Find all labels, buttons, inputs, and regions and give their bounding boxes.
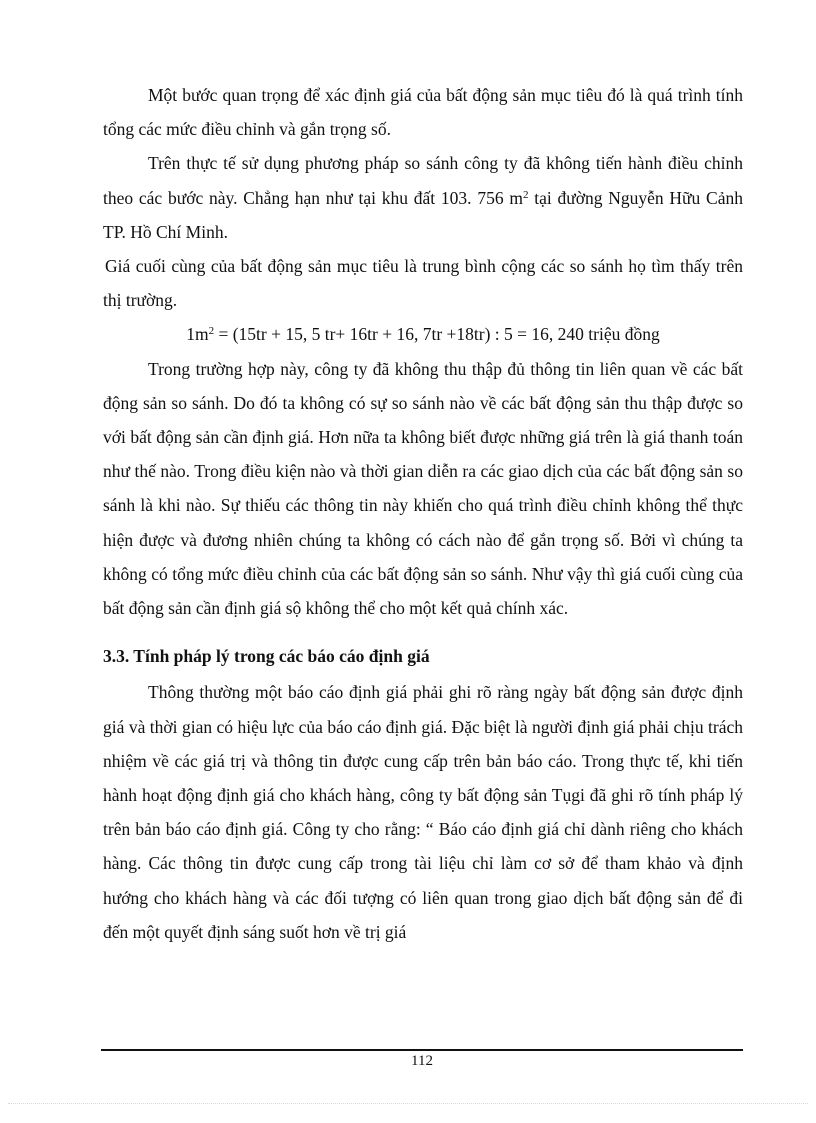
paragraph-missing-info: Trong trường hợp này, công ty đã không thu thập đủ thông tin liên quan về các bất động sản so sánh. Do đó ta không có sự so sánh nào về các bất động sản thu thập được so với bất động sản cần định giá. Hơn nữa ta không biết được những giá trên là giá thanh toán như thế nào. Trong điều kiện nào và thời gian diễn ra các giao dịch của các bất động sản so sánh là khi nào. Sự thiếu các thông tin này khiến cho quá trình điều chỉnh không thể thực hiện được và đương nhiên chúng ta không có cách nào để gắn trọng số. Bởi vì chúng ta không có tổng mức điều chỉnh của các bất động sản so sánh. Như vậy thì giá cuối cùng của bất động sản cần định giá sộ không thể cho một kết quả chính xác.	[103, 358, 743, 619]
formula-body: = (15tr + 15, 5 tr+ 16tr + 16, 7tr +18tr) : 5 = 16, 240 triệu đồng	[214, 324, 660, 345]
paragraph-text: Trên thực tế sử dụng phương pháp so sánh công ty đã không tiến hành điều chỉnh theo các bước này. Chẳng hạn như tại khu đất 103. 756 m	[103, 153, 743, 208]
page-number: 112	[411, 1053, 433, 1069]
paragraph-text: tại đường Nguyễn Hữu Cảnh TP. Hồ Chí Minh.	[103, 187, 743, 242]
page-body	[103, 78, 743, 949]
superscript-2: 2	[522, 188, 529, 201]
paragraph-final-price: Giá cuối cùng của bất động sản mục tiêu là trung bình cộng các so sánh họ tìm thấy trên thị trường.	[103, 256, 743, 311]
price-formula	[103, 317, 743, 351]
formula-prefix: 1m	[186, 324, 209, 345]
section-heading: 3.3. Tính pháp lý trong các báo cáo định giá	[103, 646, 430, 667]
paragraph-no-adjustment	[103, 146, 743, 249]
paragraph-legal: Thông thường một báo cáo định giá phải ghi rõ ràng ngày bất động sản được định giá và thời gian có hiệu lực của báo cáo định giá. Đặc biệt là người định giá phải chịu trách nhiệm về các giá trị và thông tin được cung cấp trên bản báo cáo. Trong thực tế, khi tiến hành hoạt động định giá cho khách hàng, công ty bất động sản Tụgi đã ghi rõ tính pháp lý trên bản báo cáo định giá. Công ty cho rằng: “ Báo cáo định giá chỉ dành riêng cho khách hàng. Các thông tin được cung cấp trong tài liệu chỉ làm cơ sở để tham khảo và định hướng cho khách hàng và các đối tượng có liên quan trong giao dịch bất động sản để đi đến một quyết định sáng suốt hơn về trị giá	[103, 682, 743, 942]
formula-exponent: 2	[208, 325, 215, 338]
paragraph-weighting: Một bước quan trọng để xác định giá của bất động sản mục tiêu đó là quá trình tính tổng các mức điều chỉnh và gắn trọng số.	[103, 85, 743, 140]
page-bottom-border	[8, 1103, 808, 1104]
